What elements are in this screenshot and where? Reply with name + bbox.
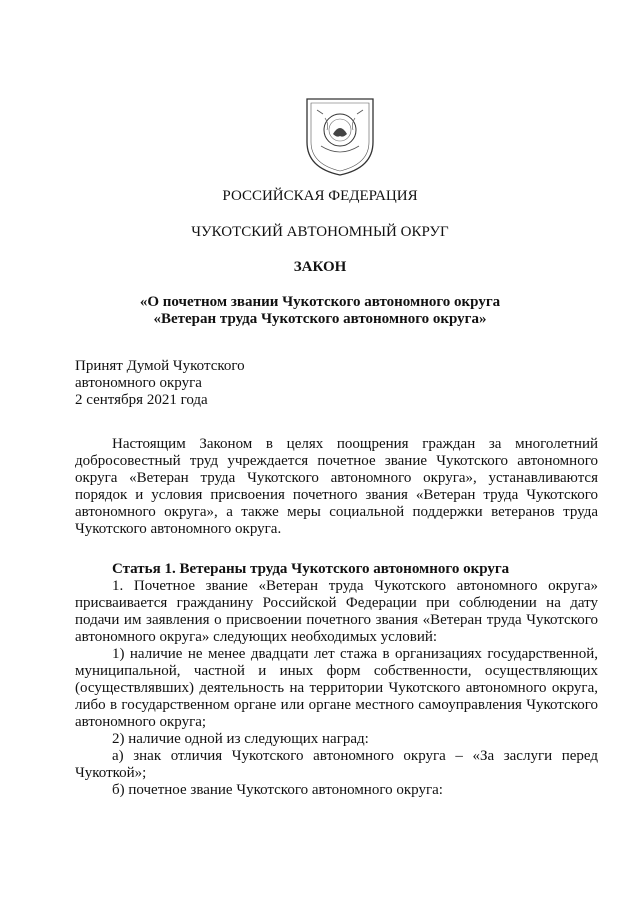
paragraph-line: подачи им заявления о присвоении почетного звания «Ветеран труда Чукотского [75, 612, 598, 628]
paragraph-line: присваивается гражданину Российской Федерации при соблюдении на дату [75, 595, 598, 611]
adoption-info [75, 358, 245, 409]
article-1-heading: Статья 1. Ветераны труда Чукотского автономного округа [112, 561, 510, 577]
adoption-date: 2 сентября 2021 года [75, 392, 208, 408]
preamble-line: Чукотского автономного округа. [75, 521, 282, 537]
preamble-line: автономного округа», а также меры социальной поддержки ветеранов труда [75, 504, 598, 520]
law-title-line-1: «О почетном звании Чукотского автономного округа [139, 294, 501, 310]
paragraph-line: автономного округа; [75, 714, 207, 730]
preamble-line: Настоящим Законом в целях поощрения граждан за многолетний [112, 436, 598, 452]
paragraph-line: 1. Почетное звание «Ветеран труда Чукотского автономного округа» [112, 578, 598, 594]
paragraph-line: муниципальной, частной и иных форм собственности, осуществляющих [75, 663, 598, 679]
region-name: ЧУКОТСКИЙ АВТОНОМНЫЙ ОКРУГ [191, 224, 449, 240]
paragraph-line: (осуществлявших) деятельность на территории Чукотского автономного округа, [75, 680, 598, 696]
paragraph-line: автономного округа» следующих необходимых условий: [75, 629, 438, 645]
paragraph-line: 2) наличие одной из следующих наград: [112, 731, 369, 747]
country-name: РОССИЙСКАЯ ФЕДЕРАЦИЯ [222, 188, 418, 204]
preamble-line: округа «Ветеран труда Чукотского автономного округа», устанавливаются [75, 470, 598, 486]
paragraph-line: Чукоткой»; [75, 765, 147, 781]
paragraph-line: б) почетное звание Чукотского автономного округа: [112, 782, 443, 798]
article-1-body [75, 578, 598, 799]
coat-of-arms-icon [303, 96, 377, 178]
preamble-line: добросовестный труд учреждается почетное звание Чукотского автономного [75, 453, 598, 469]
adoption-line: автономного округа [75, 375, 202, 391]
law-title-line-2: «Ветеран труда Чукотского автономного округа» [153, 311, 487, 327]
paragraph-line: либо в государственном органе или органе местного самоуправления Чукотского [75, 697, 598, 713]
adoption-line: Принят Думой Чукотского [75, 358, 245, 374]
preamble [75, 436, 598, 538]
document-type: ЗАКОН [293, 259, 347, 275]
paragraph-line: а) знак отличия Чукотского автономного округа – «За заслуги перед [112, 748, 598, 764]
preamble-line: порядок и условия присвоения почетного звания «Ветеран труда Чукотского [75, 487, 598, 503]
paragraph-line: 1) наличие не менее двадцати лет стажа в организациях государственной, [112, 646, 598, 662]
